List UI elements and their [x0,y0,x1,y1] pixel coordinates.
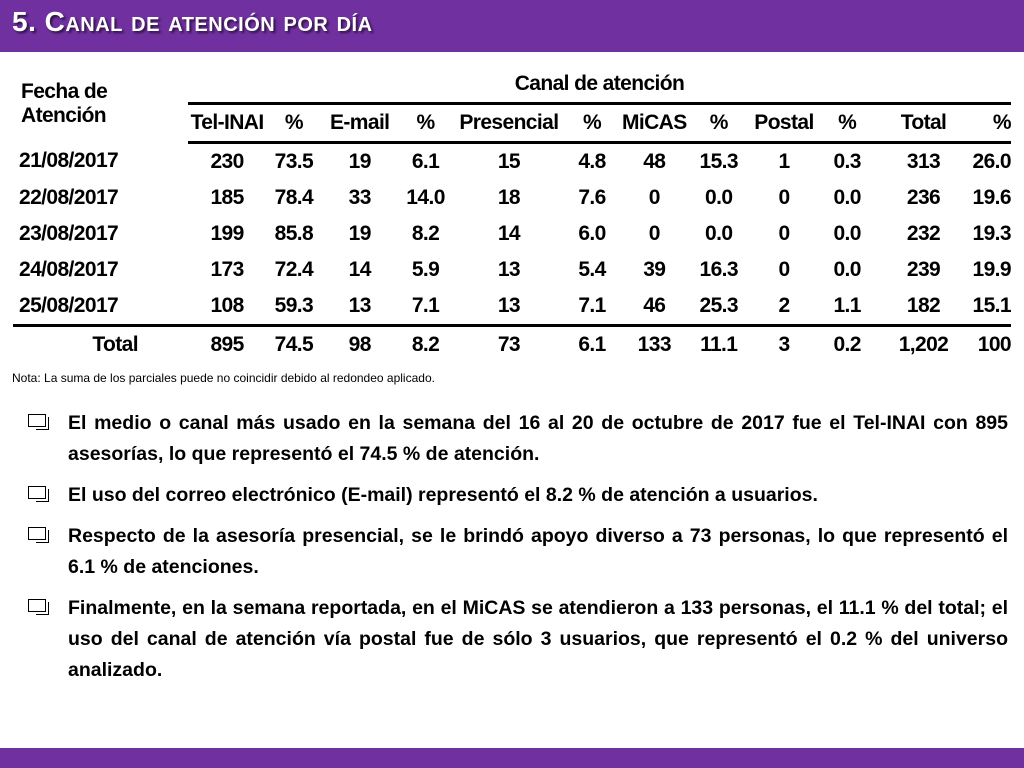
table-row [13,180,1011,216]
value-cell: 182 [875,288,973,326]
column-header: % [565,104,620,143]
value-cell: 6.0 [578,222,606,245]
value-cell: 7.1 [398,288,453,326]
value-cell: 173 [210,258,244,281]
value-cell: 7.1 [565,288,620,326]
value-cell: 19.9 [972,258,1011,281]
column-header: % [820,104,875,143]
date-cell: 21/08/2017 [19,149,119,173]
checkbox-bullet-icon [28,414,46,427]
total-cell: 8.2 [398,326,453,364]
total-cell: 74.5 [266,326,321,364]
value-cell: 33 [348,186,371,209]
total-label: Total [13,326,188,364]
value-cell: 85.8 [274,222,314,245]
value-cell: 313 [906,150,941,173]
bullet-item [28,480,1008,511]
value-cell: 230 [210,150,244,173]
value-cell: 19.3 [972,222,1011,245]
date-cell: 24/08/2017 [19,258,119,281]
value-cell: 239 [906,258,941,281]
value-cell: 14 [348,258,371,281]
column-header: Tel-INAI [188,104,266,143]
value-cell: 108 [188,288,266,326]
total-cell: 133 [619,326,689,364]
table-row [13,143,1011,181]
footer-bar [0,748,1024,768]
channel-table [13,66,1011,363]
date-cell: 22/08/2017 [19,186,119,209]
value-cell: 39 [643,258,666,281]
value-cell: 19 [348,150,371,173]
value-cell: 0 [648,222,660,245]
value-cell: 72.4 [274,258,314,281]
header-bar [0,0,1024,52]
value-cell: 1 [778,150,790,173]
value-cell: 59.3 [266,288,321,326]
value-cell: 199 [210,222,244,245]
value-cell: 13 [322,288,398,326]
value-cell: 18 [497,186,520,209]
value-cell: 6.1 [411,150,440,173]
total-cell: 3 [748,326,819,364]
value-cell: 25.3 [689,288,748,326]
total-cell: 73 [453,326,564,364]
footnote: Nota: La suma de los parciales puede no coincidir debido al redondeo aplicado. [12,371,435,385]
total-cell: 11.1 [689,326,748,364]
value-cell: 19.6 [972,186,1011,209]
value-cell: 5.9 [411,258,440,281]
page-title: 5. Canal de atención por día [12,6,373,37]
value-cell: 0.0 [833,258,861,281]
value-cell: 2 [748,288,819,326]
value-cell: 4.8 [578,150,606,173]
bullet-text: El uso del correo electrónico (E-mail) representó el 8.2 % de atención a usuarios. [68,484,818,506]
value-cell: 15.1 [972,288,1011,326]
value-cell: 15 [497,150,520,173]
total-cell: 6.1 [565,326,620,364]
bullet-list [28,408,1008,696]
value-cell: 0.0 [705,186,733,209]
bullet-item [28,521,1008,583]
value-cell: 236 [906,186,941,209]
value-cell: 0.3 [833,150,861,173]
value-cell: 0 [778,222,790,245]
column-header: Postal [748,104,819,143]
value-cell: 0 [778,186,790,209]
checkbox-bullet-icon [28,486,46,499]
checkbox-bullet-icon [28,527,46,540]
value-cell: 5.4 [578,258,606,281]
column-header: % [689,104,748,143]
bullet-item [28,408,1008,470]
column-header: Presencial [453,104,564,143]
total-cell: 98 [322,326,398,364]
column-header: % [398,104,453,143]
value-cell: 73.5 [274,150,314,173]
total-cell: 0.2 [820,326,875,364]
value-cell: 26.0 [972,150,1011,173]
table-row [13,252,1011,288]
total-cell: 100 [972,326,1011,364]
table-row [13,216,1011,252]
table-row [13,288,1011,326]
value-cell: 48 [643,150,666,173]
value-cell: 0 [778,258,790,281]
value-cell: 185 [210,186,244,209]
value-cell: 78.4 [274,186,314,209]
total-row [13,326,1011,364]
value-cell: 232 [906,222,941,245]
bullet-text: Respecto de la asesoría presencial, se le brindó apoyo diverso a 73 personas, lo que representó el 6.1 % de atenciones. [68,525,1008,578]
total-cell: 1,202 [875,326,973,364]
bullet-text: Finalmente, en la semana reportada, en el MiCAS se atendieron a 133 personas, el 11.1 % del total; el uso del canal de atención vía postal fue de sólo 3 usuarios, que representó el 0.2 % del universo analizado. [68,597,1008,681]
fecha-header: Fecha de Atención [21,80,108,128]
value-cell: 7.6 [578,186,606,209]
column-header: Total [875,104,973,143]
value-cell: 0.0 [833,186,861,209]
value-cell: 0.0 [705,222,733,245]
value-cell: 46 [619,288,689,326]
canal-header: Canal de atención [188,66,1011,104]
bullet-item [28,593,1008,686]
value-cell: 0.0 [833,222,861,245]
date-cell: 23/08/2017 [19,222,119,245]
value-cell: 0 [648,186,660,209]
value-cell: 14 [497,222,520,245]
column-header: % [266,104,321,143]
value-cell: 16.3 [699,258,738,281]
value-cell: 15.3 [699,150,738,173]
value-cell: 13 [497,258,520,281]
column-header: % [972,104,1011,143]
date-cell: 25/08/2017 [13,288,188,326]
value-cell: 1.1 [820,288,875,326]
total-cell: 895 [188,326,266,364]
value-cell: 13 [453,288,564,326]
checkbox-bullet-icon [28,599,46,612]
value-cell: 14.0 [406,186,445,209]
column-header: MiCAS [619,104,689,143]
value-cell: 19 [348,222,371,245]
column-header: E-mail [322,104,398,143]
bullet-text: El medio o canal más usado en la semana del 16 al 20 de octubre de 2017 fue el Tel-INAI con 895 asesorías, lo que representó el 74.5 % de atención. [68,412,1008,465]
value-cell: 8.2 [411,222,440,245]
